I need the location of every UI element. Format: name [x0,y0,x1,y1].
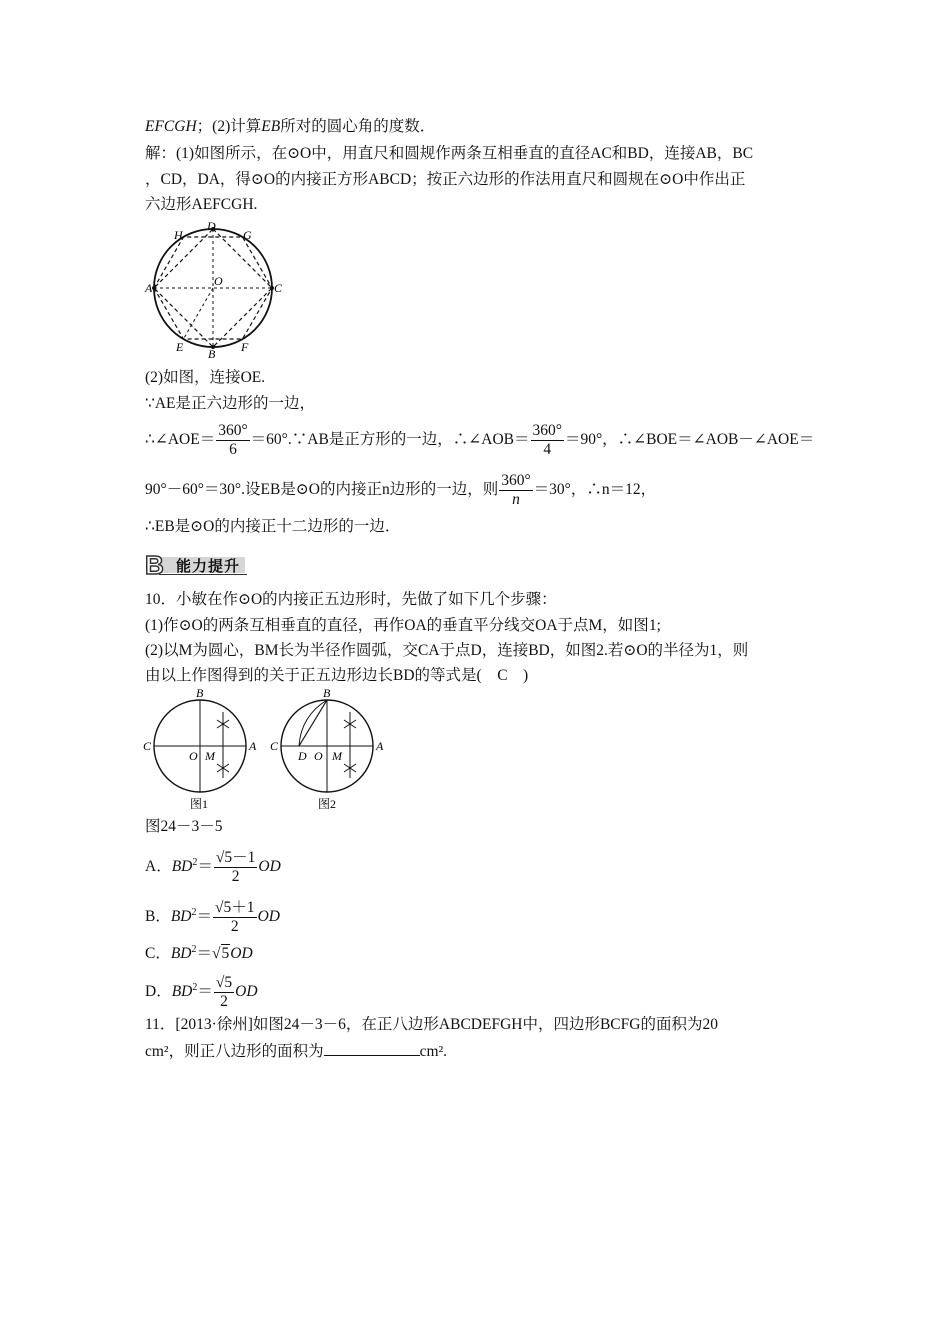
fig1-label-b: B [196,688,204,700]
q10-figure-1 [143,688,257,811]
option-b-letter: B． [145,908,171,926]
section-badge [145,550,247,580]
fraction-360-6: $\frac{360^\circ}{6}$ [218,421,248,458]
option-a-letter: A． [145,858,172,876]
fig1-label-a: A [249,739,257,753]
part2-l4-b: ＝30°，∴n＝12， [533,481,657,498]
option-d[interactable]: D．$BD^2=$ $\frac{√5}{2}$ OD [145,974,258,1011]
label-h: H [174,228,183,242]
part2-line-2: ∵AE是正六边形的一边， [145,395,316,412]
fig2-caption: 图2 [318,797,337,811]
q10-line-3: (2)以M为圆心，BM长为半径作圆弧，交CA于点D，连接BD，如图2.若⊙O的半径为1，则 [145,642,749,659]
label-a: A [145,281,153,295]
q10-line-2: (1)作⊙O的两条互相垂直的直径，再作OA的垂直平分线交OA于点M，如图1; [145,617,661,634]
option-a-fraction: $\frac{√5-1}{2}$ [215,849,256,886]
label-e: E [176,340,184,354]
fig2-label-a: A [376,739,384,753]
inscribed-polygons-figure [140,222,290,362]
fig2-label-o: O [314,749,323,763]
label-c: C [274,281,283,295]
label-d: D [207,222,216,233]
fig2-label-b: B [323,688,331,700]
fig2-label-c: C [270,739,279,753]
option-a[interactable]: A．$BD^2=$ $\frac{√5-1}{2}$ OD [145,849,281,886]
part2-line-5: ∴EB是⊙O的内接正十二边形的一边． [145,518,401,535]
option-c[interactable]: C．$BD^2=√5OD$ [145,944,253,963]
option-b[interactable]: B．$BD^2=$ $\frac{√5+1}{2}$ OD [145,899,280,936]
label-f: F [241,340,249,354]
option-c-letter: C． [145,945,171,963]
solution-line-2: ，CD，DA，得⊙O的内接正方形ABCD；按正六边形的作法用直尺和圆规在⊙O中作出正 [145,171,746,188]
part2-l3-a: ∴∠AOE＝ [145,431,216,448]
part2-line-1: (2)如图，连接OE. [145,369,266,386]
intro-text-end: 所对的圆心角的度数． [280,118,436,135]
label-o: O [214,274,223,288]
part2-l4-a: 90°－60°＝30°.设EB是⊙O的内接正n边形的一边，则 [145,481,499,498]
intro-hexagon-name: EFCGH [145,118,197,135]
q11-unit: cm². [419,1043,448,1060]
label-b: B [208,347,216,361]
intro-arc-name: EB [261,118,281,135]
fig2-label-m: M [332,749,342,763]
option-d-fraction: $\frac{√5}{2}$ [215,974,233,1011]
fig1-caption: 图1 [190,797,209,811]
fraction-360-4: $\frac{360^\circ}{4}$ [532,421,562,458]
fig1-label-o: O [189,749,198,763]
solution-line-1: 解：(1)如图所示，在⊙O中，用直尺和圆规作两条互相垂直的直径AC和BD，连接AB，BC [145,145,754,162]
fig1-label-c: C [143,739,152,753]
part2-l3-c: ＝90°，∴∠BOE＝∠AOB－∠AOE＝ [564,431,815,448]
part2-line-4 [145,470,656,510]
intro-text: ；(2)计算 [196,118,262,135]
label-g: G [243,228,252,242]
q11-text: cm²，则正八边形的面积为 [145,1043,324,1060]
part2-l3-b: ＝60°.∵AB是正方形的一边，∴∠AOB＝ [250,431,530,448]
part2-line-3 [145,420,814,460]
option-d-letter: D． [145,983,172,1001]
fig2-label-d: D [298,749,307,763]
option-b-fraction: $\frac{√5+1}{2}$ [215,899,255,936]
q10-figures [138,688,388,813]
q10-figure-ref: 图24－3－5 [145,818,223,835]
q11-answer-blank[interactable] [324,1041,420,1056]
q11-line-1: 11．[2013·徐州]如图24－3－6，在正八边形ABCDEFGH中，四边形BCFG的面积为20 [145,1016,718,1033]
section-letter: B [145,550,164,580]
q10-line-1: 10．小敏在作⊙O的内接正五边形时，先做了如下几个步骤： [145,591,557,608]
q11-line-2 [145,1041,447,1062]
solution-line-3: 六边形AEFCGH. [145,196,258,213]
section-title: 能力提升 [176,557,241,575]
intro-line [145,117,435,137]
segment-oe [184,288,214,339]
fraction-360-n: $\frac{360^\circ}{n}$ [501,471,531,508]
q10-figure-2 [270,688,384,811]
fig1-label-m: M [205,749,215,763]
q10-line-4: 由以上作图得到的关于正五边形边长BD的等式是( C ) [145,667,529,684]
